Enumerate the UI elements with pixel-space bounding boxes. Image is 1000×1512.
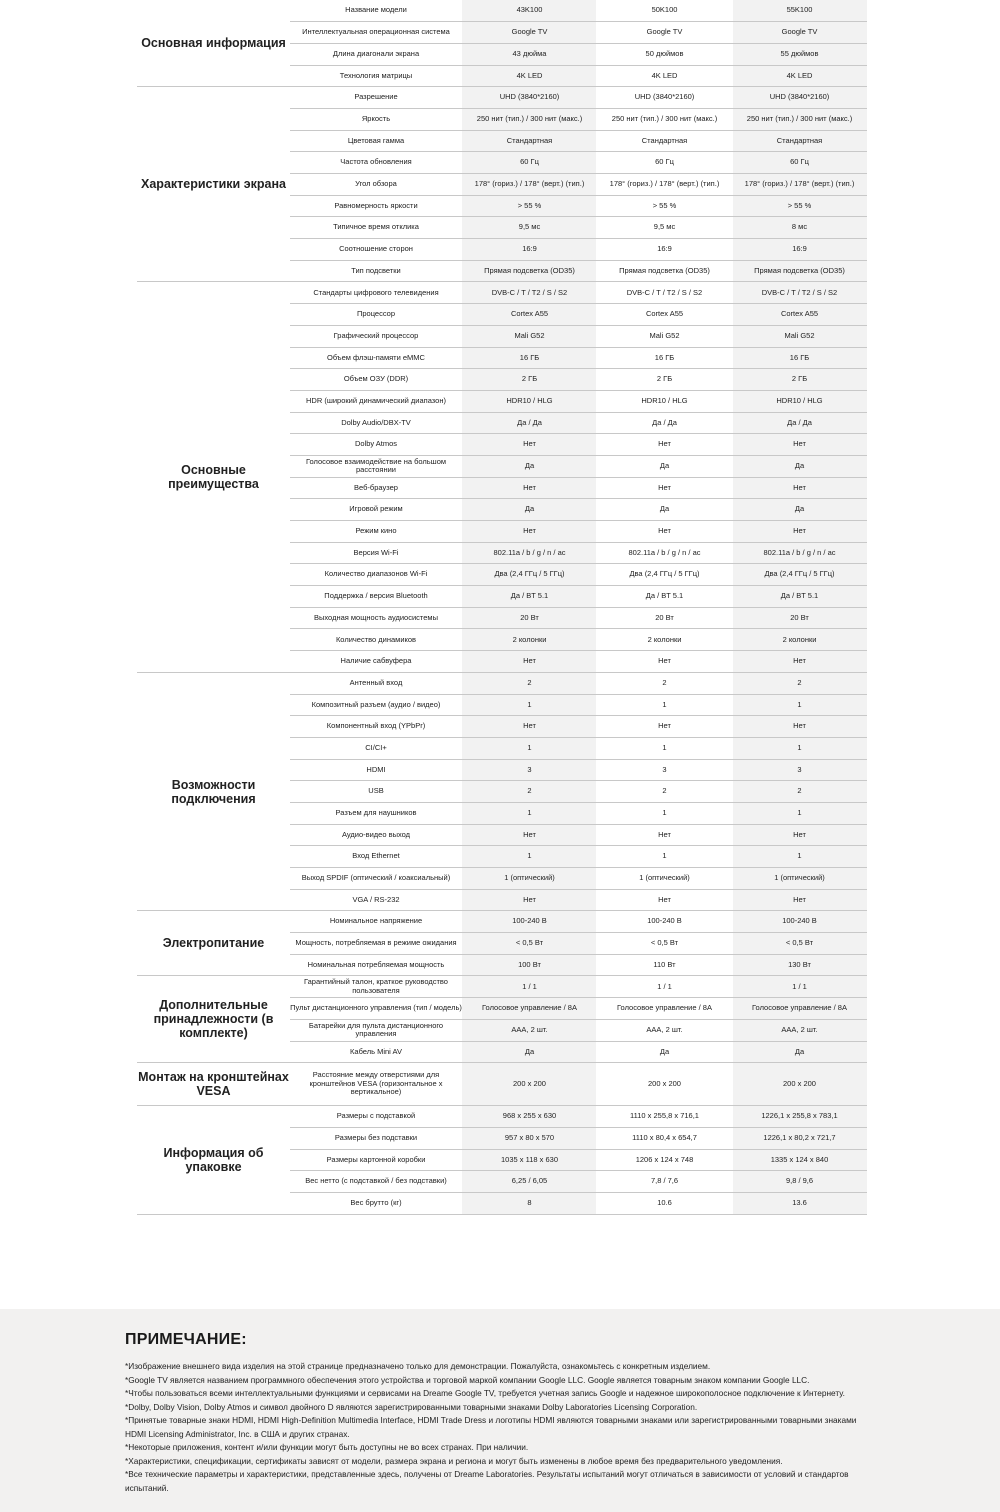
group-title: Основная информация bbox=[137, 0, 290, 87]
value-cell-43K100: 16 ГБ bbox=[462, 347, 597, 369]
value-cell-50K100: 1 bbox=[597, 802, 732, 824]
value-cell-55K100: Нет bbox=[732, 889, 867, 911]
value-cell-43K100: 2 ГБ bbox=[462, 369, 597, 391]
value-cell-43K100: UHD (3840*2160) bbox=[462, 87, 597, 109]
value-cell-50K100: 100-240 В bbox=[597, 911, 732, 933]
note-item: *Принятые товарные знаки HDMI, HDMI High-Definition Multimedia Interface, HDMI Trade Dress и логотипы HDMI являются товарными знаками или зарегистрированными товарными знаками HDMI Licensing Administrator, Inc. в США и других странах. bbox=[125, 1415, 857, 1439]
value-cell-55K100: 2 колонки bbox=[732, 629, 867, 651]
value-cell-50K100: 200 x 200 bbox=[597, 1063, 732, 1106]
value-cell-50K100: 3 bbox=[597, 759, 732, 781]
note-item: *Все технические параметры и характеристики, представленные здесь, получены от Dreame Laboratories. Результаты испытаний могут отличаться в зависимости от условий и стандартов испытаний. bbox=[125, 1469, 849, 1493]
value-cell-50K100: 250 нит (тип.) / 300 нит (макс.) bbox=[597, 108, 732, 130]
param-label: Интеллектуальная операционная система bbox=[290, 22, 462, 44]
value-cell-55K100: Да bbox=[732, 1041, 867, 1063]
spec-table bbox=[137, 0, 867, 1215]
value-cell-50K100: 7,8 / 7,6 bbox=[597, 1171, 732, 1193]
param-label: Выход SPDIF (оптический / коаксиальный) bbox=[290, 868, 462, 890]
value-cell-55K100: Да / Да bbox=[732, 412, 867, 434]
value-cell-55K100: 1 bbox=[732, 737, 867, 759]
value-cell-43K100: 1 (оптический) bbox=[462, 868, 597, 890]
param-label: Номинальное напряжение bbox=[290, 911, 462, 933]
param-label: Голосовое взаимодействие на большом расстоянии bbox=[290, 455, 462, 477]
value-cell-55K100: 20 Вт bbox=[732, 607, 867, 629]
value-cell-50K100: Нет bbox=[597, 521, 732, 543]
param-label: Композитный разъем (аудио / видео) bbox=[290, 694, 462, 716]
value-cell-55K100: Да / BT 5.1 bbox=[732, 586, 867, 608]
value-cell-43K100: 43 дюйма bbox=[462, 43, 597, 65]
spec-row bbox=[137, 0, 867, 22]
param-label: Выходная мощность аудиосистемы bbox=[290, 607, 462, 629]
param-label: Технология матрицы bbox=[290, 65, 462, 87]
value-cell-55K100: 13.6 bbox=[732, 1192, 867, 1214]
param-label: Размеры без подставки bbox=[290, 1127, 462, 1149]
group-title: Возможности подключения bbox=[137, 672, 290, 911]
value-cell-50K100: Нет bbox=[597, 824, 732, 846]
value-cell-43K100: Нет bbox=[462, 716, 597, 738]
value-cell-50K100: 178° (гориз.) / 178° (верт.) (тип.) bbox=[597, 174, 732, 196]
value-cell-50K100: 1 (оптический) bbox=[597, 868, 732, 890]
param-label: Длина диагонали экрана bbox=[290, 43, 462, 65]
value-cell-43K100: Да bbox=[462, 455, 597, 477]
value-cell-50K100: 2 bbox=[597, 781, 732, 803]
value-cell-43K100: Два (2,4 ГГц / 5 ГГц) bbox=[462, 564, 597, 586]
param-label: Поддержка / версия Bluetooth bbox=[290, 586, 462, 608]
value-cell-43K100: Нет bbox=[462, 521, 597, 543]
value-cell-55K100: 1 bbox=[732, 694, 867, 716]
value-cell-43K100: Прямая подсветка (OD35) bbox=[462, 260, 597, 282]
note-item: *Dolby, Dolby Vision, Dolby Atmos и символ двойного D являются зарегистрированными товарными знаками Dolby Laboratories Licensing Corporation. bbox=[125, 1401, 698, 1412]
value-cell-50K100: Да / Да bbox=[597, 412, 732, 434]
value-cell-55K100: 55K100 bbox=[732, 0, 867, 22]
value-cell-55K100: 16:9 bbox=[732, 239, 867, 261]
spec-row bbox=[137, 672, 867, 694]
value-cell-43K100: 2 bbox=[462, 781, 597, 803]
value-cell-43K100: 43K100 bbox=[462, 0, 597, 22]
value-cell-43K100: 1 / 1 bbox=[462, 976, 597, 998]
value-cell-55K100: 1335 x 124 x 840 bbox=[732, 1149, 867, 1171]
value-cell-43K100: AAA, 2 шт. bbox=[462, 1019, 597, 1041]
value-cell-43K100: Mali G52 bbox=[462, 325, 597, 347]
value-cell-55K100: 2 bbox=[732, 781, 867, 803]
value-cell-55K100: Google TV bbox=[732, 22, 867, 44]
value-cell-43K100: 3 bbox=[462, 759, 597, 781]
value-cell-55K100: Голосовое управление / 8A bbox=[732, 998, 867, 1020]
value-cell-55K100: Стандартная bbox=[732, 130, 867, 152]
value-cell-43K100: 100-240 В bbox=[462, 911, 597, 933]
value-cell-55K100: 9,8 / 9,6 bbox=[732, 1171, 867, 1193]
value-cell-43K100: 100 Вт bbox=[462, 954, 597, 976]
value-cell-55K100: Нет bbox=[732, 651, 867, 673]
value-cell-50K100: Да bbox=[597, 1041, 732, 1063]
param-label: Тип подсветки bbox=[290, 260, 462, 282]
value-cell-50K100: 50K100 bbox=[597, 0, 732, 22]
value-cell-43K100: 1 bbox=[462, 802, 597, 824]
spec-row bbox=[137, 1106, 867, 1128]
param-label: Вес нетто (с подставкой / без подставки) bbox=[290, 1171, 462, 1193]
value-cell-50K100: Mali G52 bbox=[597, 325, 732, 347]
value-cell-50K100: 10.6 bbox=[597, 1192, 732, 1214]
value-cell-43K100: 802.11a / b / g / n / ac bbox=[462, 542, 597, 564]
spec-row bbox=[137, 1063, 867, 1106]
value-cell-43K100: HDR10 / HLG bbox=[462, 390, 597, 412]
param-label: Гарантийный талон, краткое руководство пользователя bbox=[290, 976, 462, 998]
value-cell-55K100: Mali G52 bbox=[732, 325, 867, 347]
value-cell-55K100: > 55 % bbox=[732, 195, 867, 217]
value-cell-50K100: < 0,5 Вт bbox=[597, 933, 732, 955]
param-label: Количество диапазонов Wi-Fi bbox=[290, 564, 462, 586]
value-cell-50K100: Да bbox=[597, 455, 732, 477]
value-cell-43K100: Да / Да bbox=[462, 412, 597, 434]
value-cell-55K100: AAA, 2 шт. bbox=[732, 1019, 867, 1041]
note-item: *Google TV является названием программного обеспечения этого устройства и торговой маркой компании Google LLC. Google является товарным знаком компании Google LLC. bbox=[125, 1374, 810, 1385]
value-cell-50K100: 1110 x 255,8 x 716,1 bbox=[597, 1106, 732, 1128]
value-cell-50K100: Два (2,4 ГГц / 5 ГГц) bbox=[597, 564, 732, 586]
param-label: Батарейки для пульта дистанционного управления bbox=[290, 1019, 462, 1041]
group-title: Монтаж на кронштейнах VESA bbox=[137, 1063, 290, 1106]
value-cell-43K100: Нет bbox=[462, 651, 597, 673]
value-cell-55K100: 16 ГБ bbox=[732, 347, 867, 369]
note-item: *Чтобы пользоваться всеми интеллектуальными функциями и сервисами на Dreame Google TV, требуется учетная запись Google и надежное широкополосное подключение к Интернету. bbox=[125, 1388, 845, 1398]
param-label: HDMI bbox=[290, 759, 462, 781]
value-cell-50K100: 9,5 мс bbox=[597, 217, 732, 239]
value-cell-43K100: 20 Вт bbox=[462, 607, 597, 629]
param-label: Dolby Atmos bbox=[290, 434, 462, 456]
param-label: Номинальная потребляемая мощность bbox=[290, 954, 462, 976]
value-cell-50K100: HDR10 / HLG bbox=[597, 390, 732, 412]
value-cell-50K100: Google TV bbox=[597, 22, 732, 44]
value-cell-50K100: Да / BT 5.1 bbox=[597, 586, 732, 608]
group-title: Электропитание bbox=[137, 911, 290, 976]
value-cell-43K100: 60 Гц bbox=[462, 152, 597, 174]
param-label: Веб-браузер bbox=[290, 477, 462, 499]
param-label: Аудио-видео выход bbox=[290, 824, 462, 846]
param-label: USB bbox=[290, 781, 462, 803]
value-cell-43K100: Стандартная bbox=[462, 130, 597, 152]
param-label: Угол обзора bbox=[290, 174, 462, 196]
value-cell-50K100: 1206 x 124 x 748 bbox=[597, 1149, 732, 1171]
note-item: *Изображение внешнего вида изделия на этой странице предназначено только для демонстрации. Пожалуйста, ознакомьтесь с конкретным изделием. bbox=[125, 1361, 711, 1371]
value-cell-50K100: Нет bbox=[597, 716, 732, 738]
value-cell-50K100: 1 / 1 bbox=[597, 976, 732, 998]
value-cell-43K100: 250 нит (тип.) / 300 нит (макс.) bbox=[462, 108, 597, 130]
value-cell-55K100: 1 bbox=[732, 802, 867, 824]
value-cell-43K100: 2 bbox=[462, 672, 597, 694]
value-cell-55K100: Нет bbox=[732, 477, 867, 499]
value-cell-55K100: 1 (оптический) bbox=[732, 868, 867, 890]
value-cell-55K100: UHD (3840*2160) bbox=[732, 87, 867, 109]
value-cell-43K100: Нет bbox=[462, 889, 597, 911]
param-label: Размеры картонной коробки bbox=[290, 1149, 462, 1171]
note-item: *Некоторые приложения, контент и/или функции могут быть доступны не во всех странах. При наличии. bbox=[125, 1442, 529, 1452]
value-cell-55K100: 60 Гц bbox=[732, 152, 867, 174]
value-cell-43K100: Нет bbox=[462, 434, 597, 456]
param-label: Вход Ethernet bbox=[290, 846, 462, 868]
value-cell-50K100: Cortex A55 bbox=[597, 304, 732, 326]
param-label: Графический процессор bbox=[290, 325, 462, 347]
value-cell-55K100: 8 мс bbox=[732, 217, 867, 239]
value-cell-50K100: Да bbox=[597, 499, 732, 521]
spec-row bbox=[137, 976, 867, 998]
param-label: Частота обновления bbox=[290, 152, 462, 174]
param-label: Размеры с подставкой bbox=[290, 1106, 462, 1128]
param-label: Антенный вход bbox=[290, 672, 462, 694]
value-cell-55K100: 2 bbox=[732, 672, 867, 694]
value-cell-50K100: 50 дюймов bbox=[597, 43, 732, 65]
value-cell-43K100: Нет bbox=[462, 824, 597, 846]
value-cell-50K100: Нет bbox=[597, 651, 732, 673]
param-label: Стандарты цифрового телевидения bbox=[290, 282, 462, 304]
param-label: Процессор bbox=[290, 304, 462, 326]
value-cell-50K100: AAA, 2 шт. bbox=[597, 1019, 732, 1041]
value-cell-43K100: 9,5 мс bbox=[462, 217, 597, 239]
param-label: Типичное время отклика bbox=[290, 217, 462, 239]
value-cell-55K100: Да bbox=[732, 455, 867, 477]
notes-section bbox=[0, 1309, 1000, 1512]
value-cell-50K100: Прямая подсветка (OD35) bbox=[597, 260, 732, 282]
value-cell-43K100: 1 bbox=[462, 737, 597, 759]
param-label: Разъем для наушников bbox=[290, 802, 462, 824]
value-cell-43K100: 6,25 / 6,05 bbox=[462, 1171, 597, 1193]
param-label: Разрешение bbox=[290, 87, 462, 109]
value-cell-43K100: 1 bbox=[462, 846, 597, 868]
param-label: Наличие сабвуфера bbox=[290, 651, 462, 673]
value-cell-43K100: 8 bbox=[462, 1192, 597, 1214]
value-cell-55K100: 1226,1 x 255,8 x 783,1 bbox=[732, 1106, 867, 1128]
value-cell-50K100: Нет bbox=[597, 889, 732, 911]
value-cell-43K100: > 55 % bbox=[462, 195, 597, 217]
param-label: Кабель Mini AV bbox=[290, 1041, 462, 1063]
param-label: Объем флэш-памяти eMMC bbox=[290, 347, 462, 369]
value-cell-55K100: Нет bbox=[732, 824, 867, 846]
value-cell-55K100: 3 bbox=[732, 759, 867, 781]
value-cell-50K100: 20 Вт bbox=[597, 607, 732, 629]
value-cell-50K100: Нет bbox=[597, 477, 732, 499]
value-cell-55K100: 1 / 1 bbox=[732, 976, 867, 998]
value-cell-50K100: 2 bbox=[597, 672, 732, 694]
notes-list bbox=[125, 1360, 865, 1495]
param-label: Соотношение сторон bbox=[290, 239, 462, 261]
value-cell-55K100: 802.11a / b / g / n / ac bbox=[732, 542, 867, 564]
value-cell-43K100: < 0,5 Вт bbox=[462, 933, 597, 955]
value-cell-55K100: 1 bbox=[732, 846, 867, 868]
value-cell-55K100: 100-240 В bbox=[732, 911, 867, 933]
value-cell-43K100: 178° (гориз.) / 178° (верт.) (тип.) bbox=[462, 174, 597, 196]
spec-row bbox=[137, 282, 867, 304]
value-cell-55K100: 2 ГБ bbox=[732, 369, 867, 391]
value-cell-55K100: 4K LED bbox=[732, 65, 867, 87]
value-cell-50K100: 2 колонки bbox=[597, 629, 732, 651]
value-cell-50K100: 802.11a / b / g / n / ac bbox=[597, 542, 732, 564]
value-cell-50K100: 2 ГБ bbox=[597, 369, 732, 391]
value-cell-55K100: DVB-C / T / T2 / S / S2 bbox=[732, 282, 867, 304]
value-cell-55K100: 250 нит (тип.) / 300 нит (макс.) bbox=[732, 108, 867, 130]
value-cell-55K100: Нет bbox=[732, 716, 867, 738]
value-cell-50K100: Нет bbox=[597, 434, 732, 456]
param-label: Яркость bbox=[290, 108, 462, 130]
param-label: Вес брутто (кг) bbox=[290, 1192, 462, 1214]
param-label: Игровой режим bbox=[290, 499, 462, 521]
value-cell-55K100: Нет bbox=[732, 434, 867, 456]
note-item: *Характеристики, спецификации, сертификаты зависят от модели, размера экрана и региона и могут быть изменены в любое время без предварительного уведомления. bbox=[125, 1455, 783, 1466]
value-cell-50K100: 16:9 bbox=[597, 239, 732, 261]
group-title: Дополнительные принадлежности (в комплекте) bbox=[137, 976, 290, 1063]
value-cell-43K100: Да / BT 5.1 bbox=[462, 586, 597, 608]
param-label: VGA / RS-232 bbox=[290, 889, 462, 911]
value-cell-55K100: 200 x 200 bbox=[732, 1063, 867, 1106]
param-label: Количество динамиков bbox=[290, 629, 462, 651]
value-cell-50K100: 1 bbox=[597, 846, 732, 868]
value-cell-55K100: Cortex A55 bbox=[732, 304, 867, 326]
value-cell-55K100: 178° (гориз.) / 178° (верт.) (тип.) bbox=[732, 174, 867, 196]
param-label: HDR (широкий динамический диапазон) bbox=[290, 390, 462, 412]
value-cell-55K100: Да bbox=[732, 499, 867, 521]
value-cell-43K100: DVB-C / T / T2 / S / S2 bbox=[462, 282, 597, 304]
param-label: Компонентный вход (YPbPr) bbox=[290, 716, 462, 738]
value-cell-50K100: DVB-C / T / T2 / S / S2 bbox=[597, 282, 732, 304]
value-cell-43K100: Google TV bbox=[462, 22, 597, 44]
value-cell-43K100: 1035 x 118 x 630 bbox=[462, 1149, 597, 1171]
value-cell-55K100: 130 Вт bbox=[732, 954, 867, 976]
value-cell-50K100: 110 Вт bbox=[597, 954, 732, 976]
value-cell-55K100: < 0,5 Вт bbox=[732, 933, 867, 955]
value-cell-43K100: 968 x 255 x 630 bbox=[462, 1106, 597, 1128]
value-cell-43K100: 4K LED bbox=[462, 65, 597, 87]
spec-row bbox=[137, 87, 867, 109]
param-label: Объем ОЗУ (DDR) bbox=[290, 369, 462, 391]
param-label: Пульт дистанционного управления (тип / модель) bbox=[290, 998, 462, 1020]
value-cell-50K100: 1110 x 80,4 x 654,7 bbox=[597, 1127, 732, 1149]
value-cell-50K100: 1 bbox=[597, 694, 732, 716]
value-cell-55K100: 55 дюймов bbox=[732, 43, 867, 65]
param-label: Мощность, потребляемая в режиме ожидания bbox=[290, 933, 462, 955]
value-cell-50K100: > 55 % bbox=[597, 195, 732, 217]
spec-row bbox=[137, 911, 867, 933]
value-cell-43K100: 2 колонки bbox=[462, 629, 597, 651]
value-cell-50K100: 4K LED bbox=[597, 65, 732, 87]
value-cell-55K100: Нет bbox=[732, 521, 867, 543]
value-cell-43K100: Голосовое управление / 8A bbox=[462, 998, 597, 1020]
notes-title: ПРИМЕЧАНИЕ: bbox=[125, 1331, 247, 1348]
value-cell-43K100: 957 x 80 x 570 bbox=[462, 1127, 597, 1149]
param-label: Dolby Audio/DBX-TV bbox=[290, 412, 462, 434]
group-title: Характеристики экрана bbox=[137, 87, 290, 282]
value-cell-50K100: Стандартная bbox=[597, 130, 732, 152]
value-cell-50K100: 1 bbox=[597, 737, 732, 759]
value-cell-43K100: Да bbox=[462, 1041, 597, 1063]
value-cell-55K100: Прямая подсветка (OD35) bbox=[732, 260, 867, 282]
param-label: Цветовая гамма bbox=[290, 130, 462, 152]
value-cell-50K100: 16 ГБ bbox=[597, 347, 732, 369]
value-cell-43K100: Cortex A55 bbox=[462, 304, 597, 326]
param-label: Режим кино bbox=[290, 521, 462, 543]
value-cell-43K100: Да bbox=[462, 499, 597, 521]
value-cell-43K100: Нет bbox=[462, 477, 597, 499]
param-label: Версия Wi-Fi bbox=[290, 542, 462, 564]
value-cell-50K100: UHD (3840*2160) bbox=[597, 87, 732, 109]
value-cell-55K100: HDR10 / HLG bbox=[732, 390, 867, 412]
value-cell-55K100: 1226,1 x 80,2 x 721,7 bbox=[732, 1127, 867, 1149]
group-title: Основные преимущества bbox=[137, 282, 290, 672]
param-label: Расстояние между отверстиями для кронштейнов VESA (горизонтальное x вертикальное) bbox=[290, 1063, 462, 1106]
param-label: Равномерность яркости bbox=[290, 195, 462, 217]
value-cell-50K100: 60 Гц bbox=[597, 152, 732, 174]
value-cell-50K100: Голосовое управление / 8A bbox=[597, 998, 732, 1020]
value-cell-55K100: Два (2,4 ГГц / 5 ГГц) bbox=[732, 564, 867, 586]
value-cell-43K100: 1 bbox=[462, 694, 597, 716]
param-label: CI/CI+ bbox=[290, 737, 462, 759]
param-label: Название модели bbox=[290, 0, 462, 22]
value-cell-43K100: 200 x 200 bbox=[462, 1063, 597, 1106]
value-cell-43K100: 16:9 bbox=[462, 239, 597, 261]
group-title: Информация об упаковке bbox=[137, 1106, 290, 1214]
